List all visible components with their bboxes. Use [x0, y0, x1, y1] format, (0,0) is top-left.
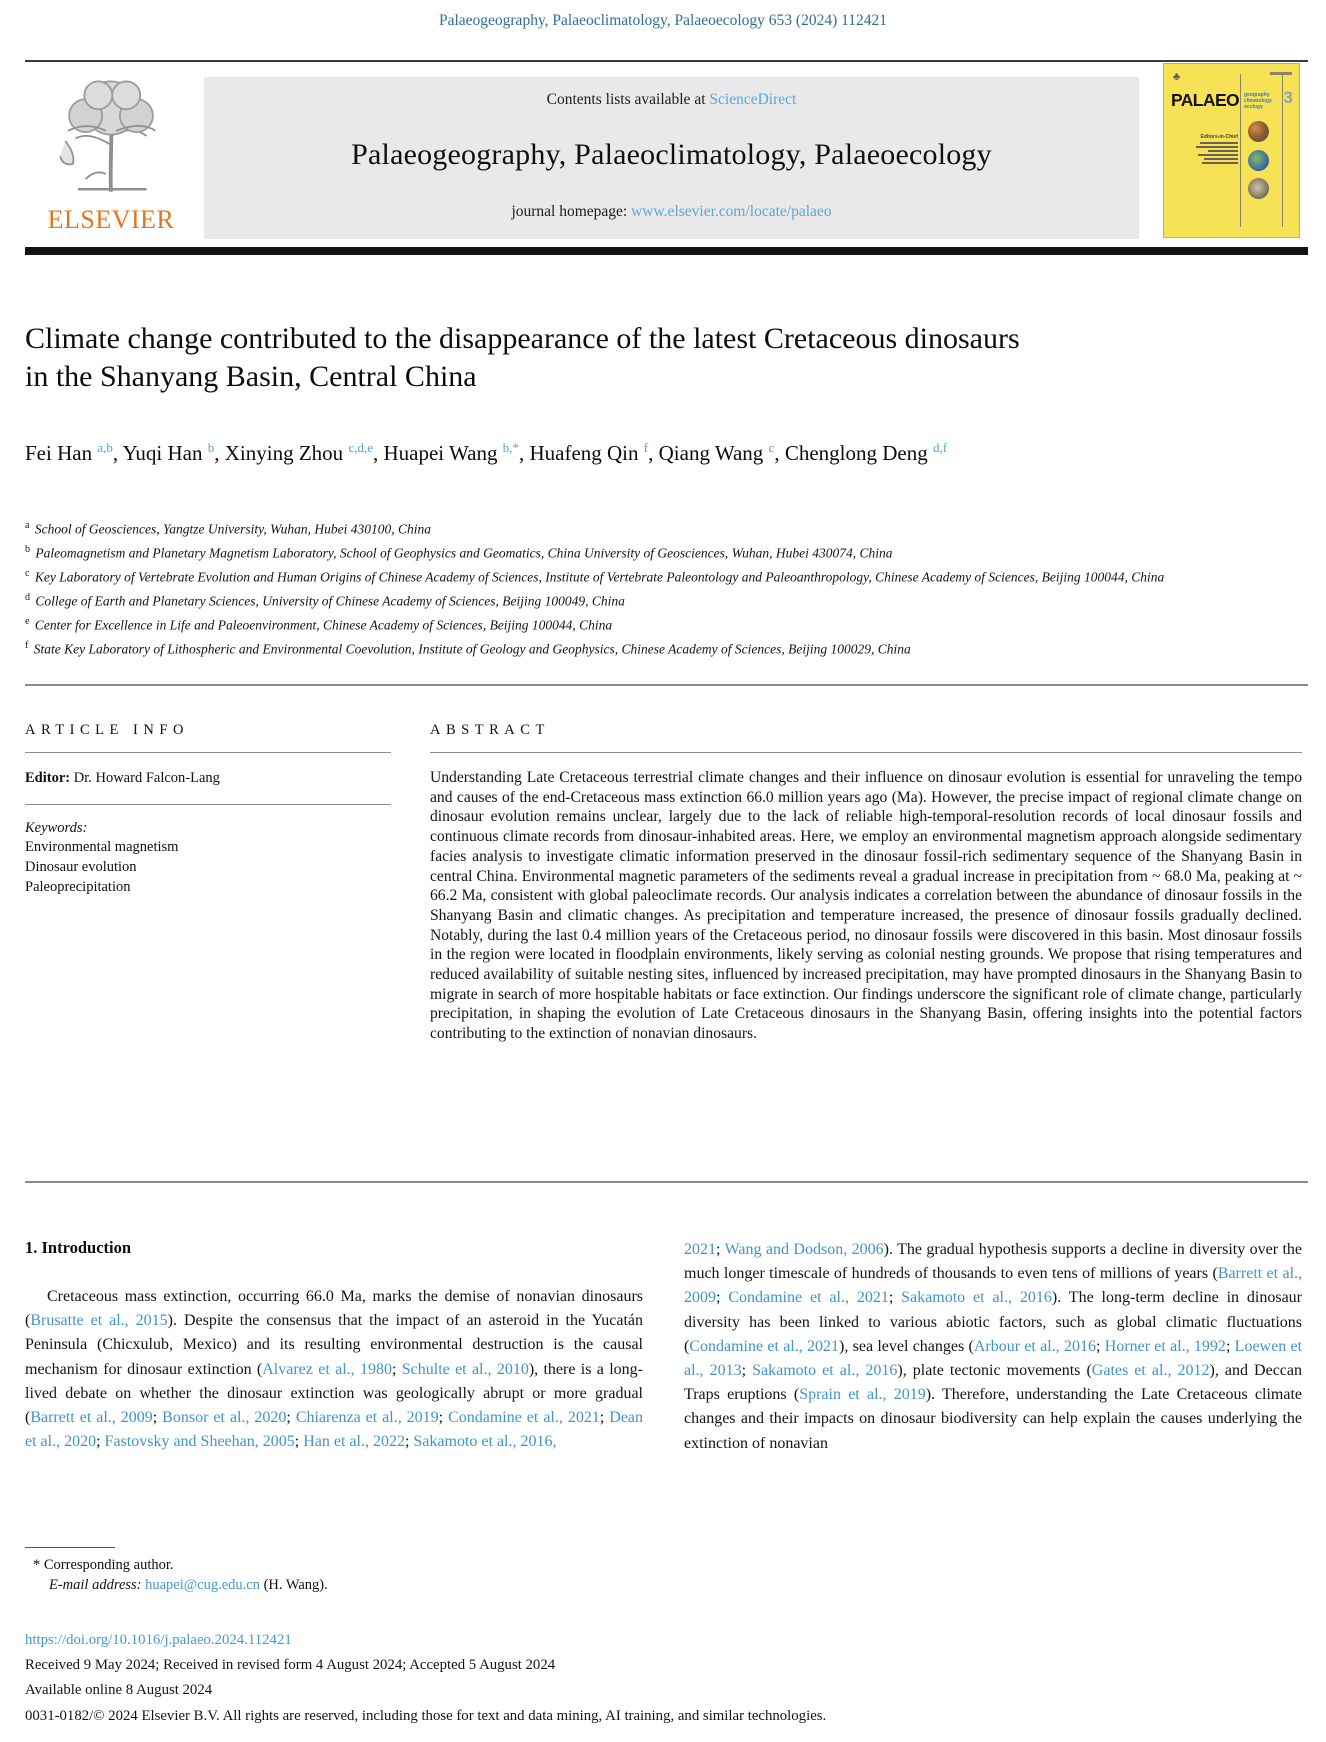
author-affiliation-sup: b,* [499, 440, 519, 455]
citation-link[interactable]: Dean et al., 2020 [25, 1409, 644, 1451]
journal-title: Palaeogeography, Palaeoclimatology, Palaeoecology [351, 138, 992, 171]
homepage-prefix: journal homepage: [511, 203, 632, 220]
header-divider [25, 60, 1308, 62]
title-separator-bar [25, 247, 1308, 255]
citation-link[interactable]: Wang and Dodson, 2006 [724, 1241, 884, 1258]
article-info-column [25, 722, 391, 897]
author-name: Qiang Wang [658, 441, 764, 465]
elsevier-mini-tree-icon: ♣ [1173, 71, 1181, 83]
cover-editor-name-bar [1196, 146, 1238, 148]
citation-link[interactable]: Chiarenza et al., 2019 [295, 1409, 439, 1427]
cover-issn-mark [1270, 72, 1292, 75]
available-online: Available online 8 August 2024 [25, 1682, 213, 1699]
section-divider [25, 684, 1308, 686]
author-affiliation-sup: f [640, 440, 649, 455]
copyright-line: 0031-0182/© 2024 Elsevier B.V. All rights are reserved, including those for text and data mining, AI training, and similar technologies. [25, 1707, 827, 1724]
citation-link[interactable]: Condamine et al., 2021 [448, 1409, 600, 1427]
cover-ammonite-image [1248, 178, 1269, 199]
citation-link[interactable]: Sakamoto et al., 2016 [901, 1289, 1052, 1307]
author-list: Fei Han $^{a,b}$, Yuqi Han $^b$, Xinying Zhou $^{c,d,e}$, Huapei Wang $^{b,*}$, Huafeng Qin $^f$, Qiang Wang $^c$, Chenglong Deng $^{d,f}$ [25, 440, 948, 465]
cover-globe-image [1248, 150, 1269, 171]
citation-link[interactable]: Sakamoto et al., 2016, [413, 1433, 557, 1451]
editor-value: Dr. Howard Falcon-Lang [70, 770, 220, 786]
citation-link[interactable]: Sakamoto et al., 2016 [752, 1362, 898, 1380]
citation-link[interactable]: Condamine et al., 2021 [728, 1289, 889, 1307]
cover-editor-name-bar [1204, 158, 1238, 160]
citation-link[interactable]: Fastovsky and Sheehan, 2005 [104, 1433, 295, 1451]
abstract-text: Understanding Late Cretaceous terrestrial climate changes and their influence on dinosaur evolution is essential for unraveling the tempo and causes of the end-Cretaceous mass extinction 66.0 million years ago (Ma). However, the precise impact of regional climate change on dinosaur evolution remains unclear, largely due to the lack of reliable high-temporal-resolution records of local dinosaur fossils and continuous climate records from dinosaur-inhabited areas. Here, we employ an environmental magnetism approach alongside sedimentary facies analysis to investigate climatic information preserved in the dinosaur fossil-rich sedimentary sequence of the Shanyang Basin in central China. Environmental magnetic parameters of the sediments reveal a gradual increase in precipitation from ~ 68.0 Ma, peaking at ~ 66.2 Ma, consistent with global paleoclimate records. Our analysis indicates a correlation between the abundance of dinosaur fossils in the Shanyang Basin and climatic changes. As precipitation and temperature increased, the presence of dinosaur fossils gradually declined. Notably, during the last 0.4 million years of the Cretaceous period, no dinosaur fossils were discovered in this basin. Most dinosaur fossils in the region were located in floodplain environments, likely serving as colonial nesting grounds. We propose that rising temperatures and reduced availability of suitable nesting sites, influenced by increased precipitation, may have prompted dinosaurs in the Shanyang Basin to migrate in search of more hospitable habitats or face extinction. Our findings underscore the significant role of climate change, particularly precipitation, in shaping the evolution of Late Cretaceous dinosaurs in the Shanyang Basin, offering insights into the potential factors contributing to the extinction of nonavian dinosaurs. [430, 769, 1302, 1043]
citation-link[interactable]: Barrett et al., 2009 [30, 1409, 153, 1427]
journal-homepage-link[interactable]: www.elsevier.com/locate/palaeo [631, 203, 832, 220]
author-name: Xinying Zhou [224, 441, 344, 465]
email-link[interactable]: huapei@cug.edu.cn [145, 1577, 260, 1593]
divider [25, 804, 391, 805]
body-divider [25, 1181, 1308, 1183]
author-affiliation-sup: c,d,e [345, 440, 373, 455]
affiliation-line: $^a$ School of Geosciences, Yangtze University, Wuhan, Hubei 430100, China [25, 520, 432, 537]
cover-issue-number: 3 [1283, 88, 1293, 107]
author-affiliation-sup: d,f [929, 440, 948, 455]
author-name: Fei Han [25, 441, 93, 465]
abstract-heading: ABSTRACT [430, 722, 550, 738]
contents-prefix: Contents lists available at [546, 91, 710, 108]
divider [430, 752, 1302, 753]
email-suffix: (H. Wang). [259, 1577, 328, 1593]
citation-link[interactable]: Han et al., 2022 [303, 1433, 405, 1451]
corresponding-author-note: * Corresponding author. [33, 1557, 174, 1573]
author-affiliation-sup: b [204, 440, 215, 455]
author-name: Yuqi Han [122, 441, 203, 465]
citation-link[interactable]: Bonsor et al., 2020 [162, 1409, 287, 1427]
email-line [25, 1577, 725, 1594]
cover-subtitle: geography climatology ecology [1244, 92, 1272, 110]
introduction-heading: 1. Introduction [25, 1238, 132, 1257]
doi-link[interactable]: https://doi.org/10.1016/j.palaeo.2024.112421 [25, 1632, 292, 1648]
citation-link[interactable]: Sprain et al., 2019 [799, 1386, 926, 1404]
intro-paragraph-left: Cretaceous mass extinction, occurring 66.0 Ma, marks the demise of nonavian dinosaurs (Brusatte et al., 2015). Despite the consensus that the impact of an asteroid in the Yucatán Peninsula (Chicxulub, Mexico) and its resulting environmental destruction is the causal mechanism for dinosaur extinction (Alvarez et al., 1980; Schulte et al., 2010), there is a long-lived debate on whether the dinosaur extinction was geologically abrupt or more gradual (Barrett et al., 2009; Bonsor et al., 2020; Chiarenza et al., 2019; Condamine et al., 2021; Dean et al., 2020; Fastovsky and Sheehan, 2005; Han et al., 2022; Sakamoto et al., 2016, [25, 1288, 644, 1451]
affiliation-line: $^b$ Paleomagnetism and Planetary Magnetism Laboratory, School of Geophysics and Geomatics, China University of Geosciences, Wuhan, Hubei 430074, China [25, 544, 893, 561]
editor-line [25, 770, 391, 787]
cover-editor-name-bar [1198, 154, 1238, 156]
keyword: Dinosaur evolution [25, 859, 137, 875]
keywords-label: Keywords: [25, 820, 88, 836]
author-name: Chenglong Deng [784, 441, 928, 465]
elsevier-logo-block [25, 75, 197, 239]
citation-link[interactable]: Gates et al., 2012 [1091, 1362, 1210, 1380]
cover-title: PALAEO [1171, 90, 1240, 110]
author-affiliation-sup: a,b [94, 440, 113, 455]
editor-label: Editor: [25, 770, 71, 786]
affiliation-list [25, 516, 1265, 660]
cover-editors-block [1196, 134, 1238, 164]
citation-link[interactable]: 2021 [684, 1241, 716, 1258]
affiliation-line: $^f$ State Key Laboratory of Lithospheric and Environmental Coevolution, Institute of Geology and Geophysics, Chinese Academy of Sciences, Beijing 100029, China [25, 640, 911, 657]
footnote-divider [25, 1547, 115, 1548]
info-abstract-section [25, 722, 1308, 1180]
cover-divider-line [1240, 74, 1241, 227]
keyword: Environmental magnetism [25, 839, 179, 855]
masthead [25, 71, 1308, 239]
divider [25, 752, 391, 753]
affiliation-line: $^d$ College of Earth and Planetary Sciences, University of Chinese Academy of Sciences, Beijing 100049, China [25, 592, 625, 609]
article-info-heading: ARTICLE INFO [25, 722, 189, 738]
publication-history-block [25, 1628, 1308, 1729]
footnote-block [25, 1547, 725, 1594]
elsevier-tree-icon [25, 75, 197, 207]
cover-divider-line [1282, 74, 1283, 227]
received-dates: Received 9 May 2024; Received in revised form 4 August 2024; Accepted 5 August 2024 [25, 1657, 556, 1674]
citation-link[interactable]: Condamine et al., 2021 [689, 1337, 840, 1355]
author-affiliation-sup: c [765, 440, 775, 455]
intro-paragraph-right: 2021; Wang and Dodson, 2006). The gradual hypothesis supports a decline in diversity over the much longer timescale of hundreds of thousands to even tens of millions of years (Barrett et al., 2009; Condamine et al., 2021; Sakamoto et al., 2016). The long-term decline in dinosaur diversity has been linked to various abiotic factors, such as global climatic fluctuations (Condamine et al., 2021), sea level changes (Arbour et al., 2016; Horner et al., 1992; Loewen et al., 2013; Sakamoto et al., 2016), plate tectonic movements (Gates et al., 2012), and Deccan Traps eruptions (Sprain et al., 2019). Therefore, understanding the Late Cretaceous climate changes and their impacts on dinosaur biodiversity can help explain the causes underlying the extinction of nonavian [684, 1241, 1303, 1452]
intro-left-column [25, 1238, 643, 1454]
citation-link[interactable]: Horner et al., 1992 [1104, 1337, 1226, 1355]
cover-editors-label: Editors-in-Chief [1200, 134, 1238, 140]
contents-line [214, 91, 1129, 109]
keyword-list [25, 837, 391, 897]
keyword: Paleoprecipitation [25, 879, 131, 895]
citation-link[interactable]: Barrett et al., 2009 [684, 1265, 1303, 1307]
affiliation-line: $^c$ Key Laboratory of Vertebrate Evolution and Human Origins of Chinese Academy of Sciences, Institute of Vertebrate Paleontology and Paleoanthropology, Chinese Academy of Sciences, Beijing 100044, China [25, 568, 1165, 585]
masthead-center-panel [204, 77, 1139, 239]
cover-editor-name-bar [1208, 150, 1238, 152]
email-label: E-mail address: [49, 1577, 142, 1593]
running-head-citation: Palaeogeography, Palaeoclimatology, Palaeoecology 653 (2024) 112421 [438, 12, 888, 29]
intro-right-column [684, 1238, 1302, 1456]
citation-link[interactable]: Schulte et al., 2010 [401, 1360, 529, 1378]
sciencedirect-link[interactable]: ScienceDirect [709, 91, 797, 108]
elsevier-wordmark: ELSEVIER [47, 205, 175, 234]
citation-link[interactable]: Arbour et al., 2016 [973, 1337, 1096, 1355]
abstract-column [430, 722, 1302, 1044]
journal-cover-thumbnail[interactable] [1163, 63, 1300, 238]
homepage-line [214, 203, 1129, 221]
cover-editor-name-bar [1200, 142, 1238, 144]
author-name: Huafeng Qin [529, 441, 639, 465]
cover-globe-image [1248, 121, 1269, 142]
affiliation-line: $^e$ Center for Excellence in Life and Paleoenvironment, Chinese Academy of Sciences, Beijing 100044, China [25, 616, 613, 633]
author-name: Huapei Wang [383, 441, 498, 465]
article-title: Climate change contributed to the disappearance of the latest Cretaceous dinosaurs in the Shanyang Basin, Central China [25, 322, 1020, 393]
cover-editor-name-bar [1202, 162, 1238, 164]
citation-link[interactable]: Brusatte et al., 2015 [30, 1312, 168, 1330]
citation-link[interactable]: Alvarez et al., 1980 [262, 1360, 392, 1378]
citation-link[interactable]: Loewen et al., 2013 [684, 1337, 1303, 1380]
